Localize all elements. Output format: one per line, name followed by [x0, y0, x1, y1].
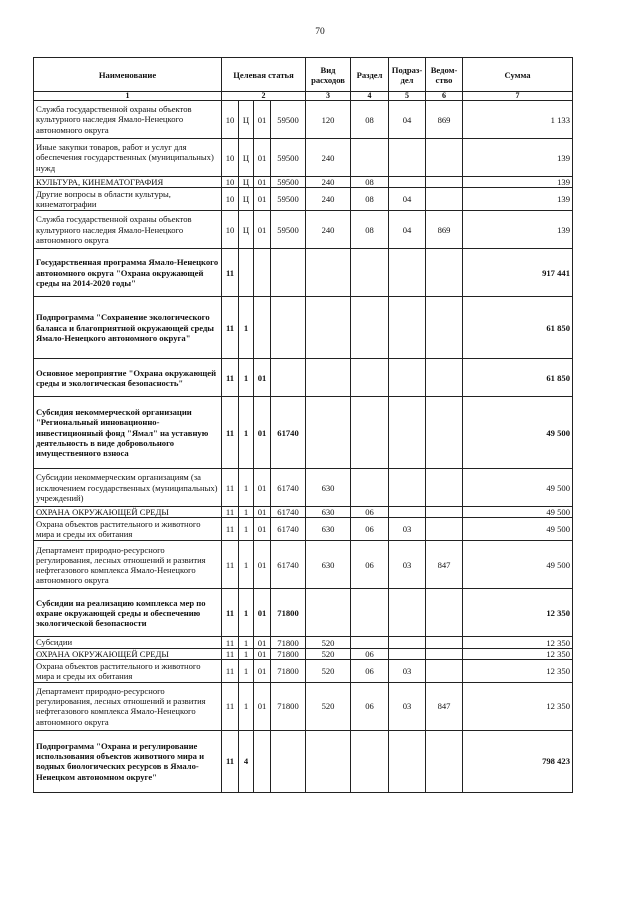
- razdel-cell: [351, 297, 389, 359]
- vid-rashodov-cell: 630: [306, 507, 351, 518]
- podrazdel-cell: [389, 177, 426, 188]
- row-name: Подпрограмма "Охрана и регулирование использования объектов животного мира и водных биологических ресурсов в Ямало-Ненецком автономном округе": [34, 730, 222, 792]
- row-name: Служба государственной охраны объектов культурного наследия Ямало-Ненецкого автономного округа: [34, 101, 222, 139]
- row-name: КУЛЬТУРА, КИНЕМАТОГРАФИЯ: [34, 177, 222, 188]
- row-name: Служба государственной охраны объектов культурного наследия Ямало-Ненецкого автономного округа: [34, 211, 222, 249]
- vedomstvo-cell: [426, 139, 463, 177]
- col-number: 3: [306, 92, 351, 101]
- vedomstvo-cell: [426, 648, 463, 659]
- target-code-2: Ц: [239, 177, 254, 188]
- target-code-2: 1: [239, 297, 254, 359]
- target-code-2: Ц: [239, 188, 254, 211]
- table-row: [34, 359, 573, 397]
- razdel-cell: 08: [351, 211, 389, 249]
- budget-table: [33, 57, 573, 793]
- table-row: [34, 682, 573, 730]
- target-code-4: [271, 359, 306, 397]
- target-code-3: 01: [254, 541, 271, 589]
- row-name: Департамент природно-ресурсного регулирования, лесных отношений и развития нефтегазового комплекса Ямало-Ненецкого автономного округа: [34, 682, 222, 730]
- target-code-1: 11: [222, 249, 239, 297]
- vid-rashodov-cell: 520: [306, 648, 351, 659]
- table-row: [34, 249, 573, 297]
- vid-rashodov-cell: [306, 730, 351, 792]
- table-row: [34, 589, 573, 637]
- target-code-3: 01: [254, 469, 271, 507]
- table-row: [34, 518, 573, 541]
- razdel-cell: [351, 359, 389, 397]
- row-name: Охрана объектов растительного и животного мира и среды их обитания: [34, 518, 222, 541]
- target-code-1: 11: [222, 659, 239, 682]
- podrazdel-cell: 03: [389, 518, 426, 541]
- vedomstvo-cell: [426, 730, 463, 792]
- summa-cell: 12 350: [463, 648, 573, 659]
- podrazdel-cell: 03: [389, 682, 426, 730]
- razdel-cell: 08: [351, 188, 389, 211]
- podrazdel-cell: 04: [389, 211, 426, 249]
- target-code-3: 01: [254, 659, 271, 682]
- vedomstvo-cell: [426, 659, 463, 682]
- target-code-2: Ц: [239, 139, 254, 177]
- target-code-4: 61740: [271, 397, 306, 469]
- summa-cell: 49 500: [463, 469, 573, 507]
- vid-rashodov-cell: 240: [306, 177, 351, 188]
- target-code-4: 59500: [271, 177, 306, 188]
- vedomstvo-cell: [426, 177, 463, 188]
- vid-rashodov-cell: [306, 589, 351, 637]
- razdel-cell: 08: [351, 101, 389, 139]
- table-row: [34, 297, 573, 359]
- vid-rashodov-cell: 630: [306, 541, 351, 589]
- table-row: [34, 177, 573, 188]
- podrazdel-cell: [389, 249, 426, 297]
- target-code-4: 59500: [271, 211, 306, 249]
- header-vedomstvo: Ведом-ство: [426, 58, 463, 92]
- target-code-3: 01: [254, 682, 271, 730]
- table-row: [34, 188, 573, 211]
- header-summa: Сумма: [463, 58, 573, 92]
- target-code-2: 1: [239, 397, 254, 469]
- vid-rashodov-cell: [306, 249, 351, 297]
- target-code-4: 61740: [271, 518, 306, 541]
- col-number: 7: [463, 92, 573, 101]
- vedomstvo-cell: [426, 359, 463, 397]
- vid-rashodov-cell: 240: [306, 139, 351, 177]
- razdel-cell: [351, 249, 389, 297]
- razdel-cell: 08: [351, 177, 389, 188]
- target-code-2: 1: [239, 507, 254, 518]
- vedomstvo-cell: [426, 637, 463, 648]
- podrazdel-cell: [389, 397, 426, 469]
- header-target-article: Целевая статья: [222, 58, 306, 92]
- target-code-4: 61740: [271, 469, 306, 507]
- summa-cell: 12 350: [463, 637, 573, 648]
- podrazdel-cell: 03: [389, 659, 426, 682]
- table-row: [34, 507, 573, 518]
- table-row: [34, 101, 573, 139]
- summa-cell: 798 423: [463, 730, 573, 792]
- target-code-3: [254, 730, 271, 792]
- col-number: 1: [34, 92, 222, 101]
- target-code-1: 11: [222, 682, 239, 730]
- table-row: [34, 637, 573, 648]
- vid-rashodov-cell: 120: [306, 101, 351, 139]
- target-code-2: 1: [239, 469, 254, 507]
- vid-rashodov-cell: [306, 359, 351, 397]
- target-code-4: 59500: [271, 101, 306, 139]
- table-row: [34, 211, 573, 249]
- target-code-3: 01: [254, 211, 271, 249]
- vid-rashodov-cell: 240: [306, 188, 351, 211]
- podrazdel-cell: [389, 297, 426, 359]
- target-code-1: 11: [222, 518, 239, 541]
- row-name: Субсидия некоммерческой организации "Региональный инновационно-инвестиционный фонд "Ямал" на уставную деятельность в виде добровольного имущественного взноса: [34, 397, 222, 469]
- row-name: Субсидии на реализацию комплекса мер по охране окружающей среды и обеспечению экологической безопасности: [34, 589, 222, 637]
- target-code-4: 59500: [271, 188, 306, 211]
- target-code-3: 01: [254, 648, 271, 659]
- header-row: [34, 58, 573, 92]
- target-code-2: 1: [239, 648, 254, 659]
- podrazdel-cell: [389, 507, 426, 518]
- target-code-4: [271, 297, 306, 359]
- header-razdel: Раздел: [351, 58, 389, 92]
- target-code-2: 1: [239, 589, 254, 637]
- header-name: Наименование: [34, 58, 222, 92]
- razdel-cell: 06: [351, 682, 389, 730]
- table-row: [34, 397, 573, 469]
- vedomstvo-cell: [426, 249, 463, 297]
- target-code-1: 10: [222, 101, 239, 139]
- vedomstvo-cell: 847: [426, 541, 463, 589]
- target-code-3: 01: [254, 139, 271, 177]
- row-name: Другие вопросы в области культуры, кинематографии: [34, 188, 222, 211]
- vedomstvo-cell: 869: [426, 211, 463, 249]
- target-code-1: 10: [222, 188, 239, 211]
- target-code-3: [254, 249, 271, 297]
- target-code-2: 1: [239, 637, 254, 648]
- podrazdel-cell: 03: [389, 541, 426, 589]
- target-code-3: 01: [254, 589, 271, 637]
- podrazdel-cell: 04: [389, 101, 426, 139]
- target-code-3: 01: [254, 177, 271, 188]
- target-code-1: 11: [222, 730, 239, 792]
- row-name: Государственная программа Ямало-Ненецкого автономного округа "Охрана окружающей среды на 2014-2020 годы": [34, 249, 222, 297]
- header-podrazdel: Подраз-дел: [389, 58, 426, 92]
- target-code-3: 01: [254, 359, 271, 397]
- razdel-cell: [351, 730, 389, 792]
- summa-cell: 917 441: [463, 249, 573, 297]
- target-code-1: 11: [222, 589, 239, 637]
- target-code-1: 11: [222, 648, 239, 659]
- summa-cell: 139: [463, 211, 573, 249]
- vid-rashodov-cell: 520: [306, 637, 351, 648]
- podrazdel-cell: [389, 648, 426, 659]
- target-code-2: Ц: [239, 211, 254, 249]
- table-row: [34, 730, 573, 792]
- razdel-cell: [351, 589, 389, 637]
- target-code-3: 01: [254, 397, 271, 469]
- target-code-1: 10: [222, 211, 239, 249]
- target-code-2: 1: [239, 541, 254, 589]
- row-name: Основное мероприятие "Охрана окружающей среды и экологическая безопасность": [34, 359, 222, 397]
- table-row: [34, 541, 573, 589]
- col-number: 5: [389, 92, 426, 101]
- target-code-2: 4: [239, 730, 254, 792]
- summa-cell: 49 500: [463, 518, 573, 541]
- target-code-4: [271, 730, 306, 792]
- razdel-cell: 06: [351, 518, 389, 541]
- razdel-cell: [351, 139, 389, 177]
- col-number: 2: [222, 92, 306, 101]
- vedomstvo-cell: [426, 469, 463, 507]
- target-code-3: 01: [254, 637, 271, 648]
- target-code-4: 59500: [271, 139, 306, 177]
- target-code-1: 11: [222, 637, 239, 648]
- summa-cell: 49 500: [463, 507, 573, 518]
- target-code-4: 61740: [271, 541, 306, 589]
- vedomstvo-cell: [426, 188, 463, 211]
- row-name: Подпрограмма "Сохранение экологического баланса и благоприятной окружающей среды Ямало-Ненецкого автономного округа": [34, 297, 222, 359]
- razdel-cell: 06: [351, 541, 389, 589]
- summa-cell: 12 350: [463, 659, 573, 682]
- podrazdel-cell: [389, 589, 426, 637]
- summa-cell: 139: [463, 177, 573, 188]
- column-number-row: [34, 92, 573, 101]
- table-row: [34, 139, 573, 177]
- target-code-1: 11: [222, 507, 239, 518]
- target-code-2: 1: [239, 518, 254, 541]
- target-code-1: 11: [222, 469, 239, 507]
- target-code-3: 01: [254, 101, 271, 139]
- podrazdel-cell: [389, 359, 426, 397]
- vedomstvo-cell: 869: [426, 101, 463, 139]
- target-code-4: 71800: [271, 682, 306, 730]
- vedomstvo-cell: [426, 297, 463, 359]
- target-code-3: 01: [254, 188, 271, 211]
- target-code-4: 61740: [271, 507, 306, 518]
- row-name: ОХРАНА ОКРУЖАЮЩЕЙ СРЕДЫ: [34, 507, 222, 518]
- vedomstvo-cell: 847: [426, 682, 463, 730]
- target-code-1: 10: [222, 139, 239, 177]
- summa-cell: 49 500: [463, 397, 573, 469]
- row-name: Субсидии: [34, 637, 222, 648]
- podrazdel-cell: [389, 139, 426, 177]
- vid-rashodov-cell: 240: [306, 211, 351, 249]
- target-code-4: [271, 249, 306, 297]
- vid-rashodov-cell: 520: [306, 682, 351, 730]
- summa-cell: 12 350: [463, 589, 573, 637]
- target-code-1: 10: [222, 177, 239, 188]
- razdel-cell: 06: [351, 507, 389, 518]
- summa-cell: 1 133: [463, 101, 573, 139]
- target-code-3: 01: [254, 507, 271, 518]
- row-name: Департамент природно-ресурсного регулирования, лесных отношений и развития нефтегазового комплекса Ямало-Ненецкого автономного округа: [34, 541, 222, 589]
- podrazdel-cell: [389, 637, 426, 648]
- podrazdel-cell: [389, 469, 426, 507]
- summa-cell: 139: [463, 188, 573, 211]
- target-code-1: 11: [222, 541, 239, 589]
- row-name: Охрана объектов растительного и животного мира и среды их обитания: [34, 659, 222, 682]
- target-code-1: 11: [222, 297, 239, 359]
- target-code-4: 71800: [271, 648, 306, 659]
- razdel-cell: [351, 469, 389, 507]
- target-code-3: [254, 297, 271, 359]
- razdel-cell: 06: [351, 648, 389, 659]
- target-code-3: 01: [254, 518, 271, 541]
- podrazdel-cell: [389, 730, 426, 792]
- vedomstvo-cell: [426, 397, 463, 469]
- target-code-2: 1: [239, 659, 254, 682]
- vid-rashodov-cell: 630: [306, 518, 351, 541]
- summa-cell: 139: [463, 139, 573, 177]
- page-number: 70: [315, 27, 325, 37]
- vedomstvo-cell: [426, 589, 463, 637]
- target-code-1: 11: [222, 397, 239, 469]
- razdel-cell: 06: [351, 659, 389, 682]
- row-name: Иные закупки товаров, работ и услуг для обеспечения государственных (муниципальных) нужд: [34, 139, 222, 177]
- vid-rashodov-cell: 630: [306, 469, 351, 507]
- target-code-2: 1: [239, 359, 254, 397]
- row-name: ОХРАНА ОКРУЖАЮЩЕЙ СРЕДЫ: [34, 648, 222, 659]
- vid-rashodov-cell: [306, 397, 351, 469]
- target-code-4: 71800: [271, 659, 306, 682]
- table-row: [34, 648, 573, 659]
- col-number: 4: [351, 92, 389, 101]
- col-number: 6: [426, 92, 463, 101]
- target-code-4: 71800: [271, 637, 306, 648]
- podrazdel-cell: 04: [389, 188, 426, 211]
- row-name: Субсидии некоммерческим организациям (за исключением государственных (муниципальных) учреждений): [34, 469, 222, 507]
- vid-rashodov-cell: [306, 297, 351, 359]
- summa-cell: 61 850: [463, 359, 573, 397]
- target-code-2: 1: [239, 682, 254, 730]
- table-row: [34, 659, 573, 682]
- vedomstvo-cell: [426, 518, 463, 541]
- target-code-2: [239, 249, 254, 297]
- summa-cell: 61 850: [463, 297, 573, 359]
- target-code-1: 11: [222, 359, 239, 397]
- summa-cell: 49 500: [463, 541, 573, 589]
- razdel-cell: [351, 637, 389, 648]
- vedomstvo-cell: [426, 507, 463, 518]
- vid-rashodov-cell: 520: [306, 659, 351, 682]
- target-code-2: Ц: [239, 101, 254, 139]
- table-row: [34, 469, 573, 507]
- razdel-cell: [351, 397, 389, 469]
- target-code-4: 71800: [271, 589, 306, 637]
- summa-cell: 12 350: [463, 682, 573, 730]
- header-vid-rashodov: Вид расходов: [306, 58, 351, 92]
